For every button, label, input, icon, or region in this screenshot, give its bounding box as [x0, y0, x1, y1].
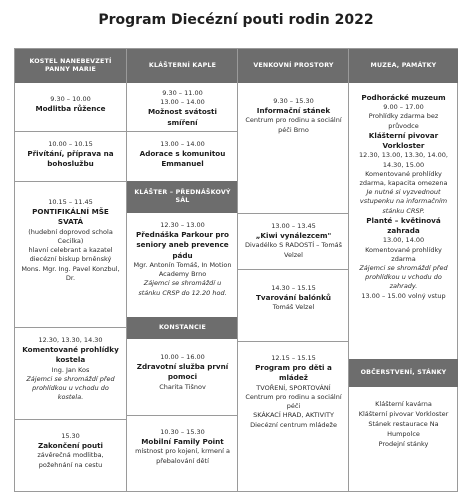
- page-title: Program Diecézní pouti rodin 2022: [98, 12, 374, 28]
- time: 9.30 – 11.00: [162, 89, 203, 97]
- time: 10.15 – 11.45: [48, 198, 93, 206]
- column-klasterni-kaple: [126, 49, 238, 491]
- time: 13.00 – 14.00: [160, 140, 205, 148]
- event-note: Zájemci se shromáždí u stánku CRSP do 12.20 hod.: [138, 279, 227, 297]
- time: 15.30: [61, 432, 80, 440]
- event-name: Klášterní pivovar Vorkloster: [368, 130, 439, 151]
- program-cell: [238, 341, 349, 491]
- program-cell: [238, 269, 349, 341]
- event-name: „Kiwi vynálezcem": [255, 231, 332, 241]
- time: 9.30 – 10.00: [50, 95, 91, 103]
- event-detail: Diecézní centrum mládeže: [250, 420, 337, 429]
- time: 12.30 – 13.00: [160, 221, 205, 229]
- program-cell: [127, 339, 238, 415]
- time: 10.30 – 15.30: [160, 428, 205, 436]
- event-name: Podhorácké muzeum: [361, 93, 446, 102]
- event-detail: Komentované prohlídky zdarma, kapacita omezena: [359, 169, 448, 187]
- event-note: Je nutné si vyzvednout vstupenku na informačním stánku CRSP.: [359, 188, 448, 215]
- event-name: Adorace s komunitou Emmanuel: [139, 149, 226, 169]
- event-name: Mobilní Family Point: [141, 437, 224, 447]
- event-detail: Charita Tišnov: [159, 382, 206, 391]
- time: 10.00 – 16.00: [160, 353, 205, 361]
- event-detail: 9.00 – 17.00: [383, 103, 424, 112]
- program-cell: [15, 419, 126, 491]
- time: 13.00 – 13.45: [271, 222, 316, 230]
- program-table: [14, 48, 458, 492]
- event-detail: 13.00 – 15.00 volný vstup: [361, 291, 446, 300]
- column-header: KLÁŠTERNÍ KAPLE: [127, 49, 238, 83]
- program-cell: [238, 83, 349, 213]
- program-cell: [127, 131, 238, 181]
- column-header: MUZEA, PAMÁTKY: [349, 49, 458, 83]
- column-muzea-pamatky: [348, 49, 458, 491]
- program-cell: [127, 415, 238, 491]
- time: 10.00 – 10.15: [48, 140, 93, 148]
- program-cell: [15, 83, 126, 131]
- section-header: OBČERSTVENÍ, STÁNKY: [349, 359, 458, 387]
- list-item: Prodejní stánky: [378, 440, 429, 449]
- event-note: Zájemci se shromáždí před prohlídkou u vchodu do kostela.: [26, 374, 115, 402]
- event-detail: 13.00, 14.00: [382, 236, 425, 245]
- event-detail: TVOŘENÍ, SPORTOVÁNÍ: [256, 383, 331, 392]
- program-cell: [15, 181, 126, 327]
- event-detail: Tomáš Velzel: [272, 303, 315, 312]
- event-detail: Divadélko S RADOSTÍ – Tomáš Velzel: [244, 241, 343, 259]
- event-detail: (hudební doprovod schola Cecilka): [28, 227, 113, 245]
- section-header: KLÁŠTER – PŘEDNÁŠKOVÝ SÁL: [127, 181, 238, 213]
- event-name: Zakončení pouti: [37, 441, 104, 451]
- list-item: Klášterní pivovar Vorkloster: [358, 410, 449, 419]
- list-item: Klášterní kavárna: [375, 400, 432, 408]
- event-detail: Prohlídky zdarma bez průvodce: [368, 112, 439, 130]
- event-name: Planté – květinová zahrada: [366, 215, 441, 236]
- event-detail: Ing. Jan Kos: [51, 365, 90, 374]
- event-note: Zájemci se shromáždí před prohlídkou u vchodu do zahrady.: [359, 263, 448, 291]
- program-cell: [349, 83, 458, 359]
- column-header: KOSTEL NANEBEVZETÍ PANNY MARIE: [15, 49, 126, 83]
- event-detail: Centrum pro rodinu a sociální péči Brno: [245, 116, 342, 134]
- list-item: Stánek restaurace Na Humpolce: [368, 420, 439, 439]
- time: 9.30 – 15.30: [273, 97, 314, 105]
- event-name: Modlitba růžence: [35, 104, 106, 114]
- program-cell: [127, 213, 238, 317]
- program-cell: [127, 83, 238, 131]
- event-detail: SKÁKACÍ HRAD, AKTIVITY: [253, 411, 334, 420]
- event-name: Komentované prohlídky kostela: [22, 345, 119, 365]
- event-name: Program pro děti a mládež: [255, 363, 332, 383]
- program-cell: [349, 387, 458, 491]
- time: 12.15 – 15.15: [271, 354, 316, 362]
- event-detail: hlavní celebrant a kazatel diecézní biskup brněnský Mons. Mgr. Ing. Pavel Konzbul, Dr.: [21, 246, 120, 282]
- column-venkovni-prostory: [237, 49, 349, 491]
- event-name: Informační stánek: [256, 106, 331, 116]
- event-name: Tvarování balónků: [256, 293, 331, 303]
- event-name: Přednáška Parkour pro seniory aneb prevence pádu: [136, 230, 229, 260]
- program-cell: [15, 131, 126, 181]
- event-name: Zdravotní služba první pomoci: [136, 362, 229, 382]
- program-cell: [15, 327, 126, 419]
- event-detail: závěrečná modlitba, požehnání na cestu: [37, 451, 104, 469]
- event-detail: Centrum pro rodinu a sociální péči: [245, 392, 342, 411]
- event-detail: 12.30, 13.00, 13.30, 14.00, 14.30, 15.00: [359, 151, 448, 169]
- event-detail: Mgr. Antonín Tomáš, In Motion Academy Brno: [133, 260, 232, 279]
- event-name: PONTIFIKÁLNÍ MŠE SVATÁ: [32, 207, 109, 227]
- event-detail: místnost pro kojení, krmení a přebalování dětí: [135, 447, 230, 465]
- event-name: Přivítání, příprava na bohoslužbu: [27, 149, 114, 169]
- time: 12.30, 13.30, 14.30: [38, 336, 103, 344]
- column-kostel: [15, 49, 126, 491]
- section-header: KONSTANCIE: [127, 317, 238, 339]
- event-name: Možnost svátosti smíření: [148, 107, 217, 127]
- time: 14.30 – 15.15: [271, 284, 316, 292]
- time: 13.00 – 14.00: [160, 98, 205, 107]
- program-cell: [238, 213, 349, 269]
- event-detail: Komentované prohlídky zdarma: [365, 245, 442, 263]
- column-header: VENKOVNÍ PROSTORY: [238, 49, 349, 83]
